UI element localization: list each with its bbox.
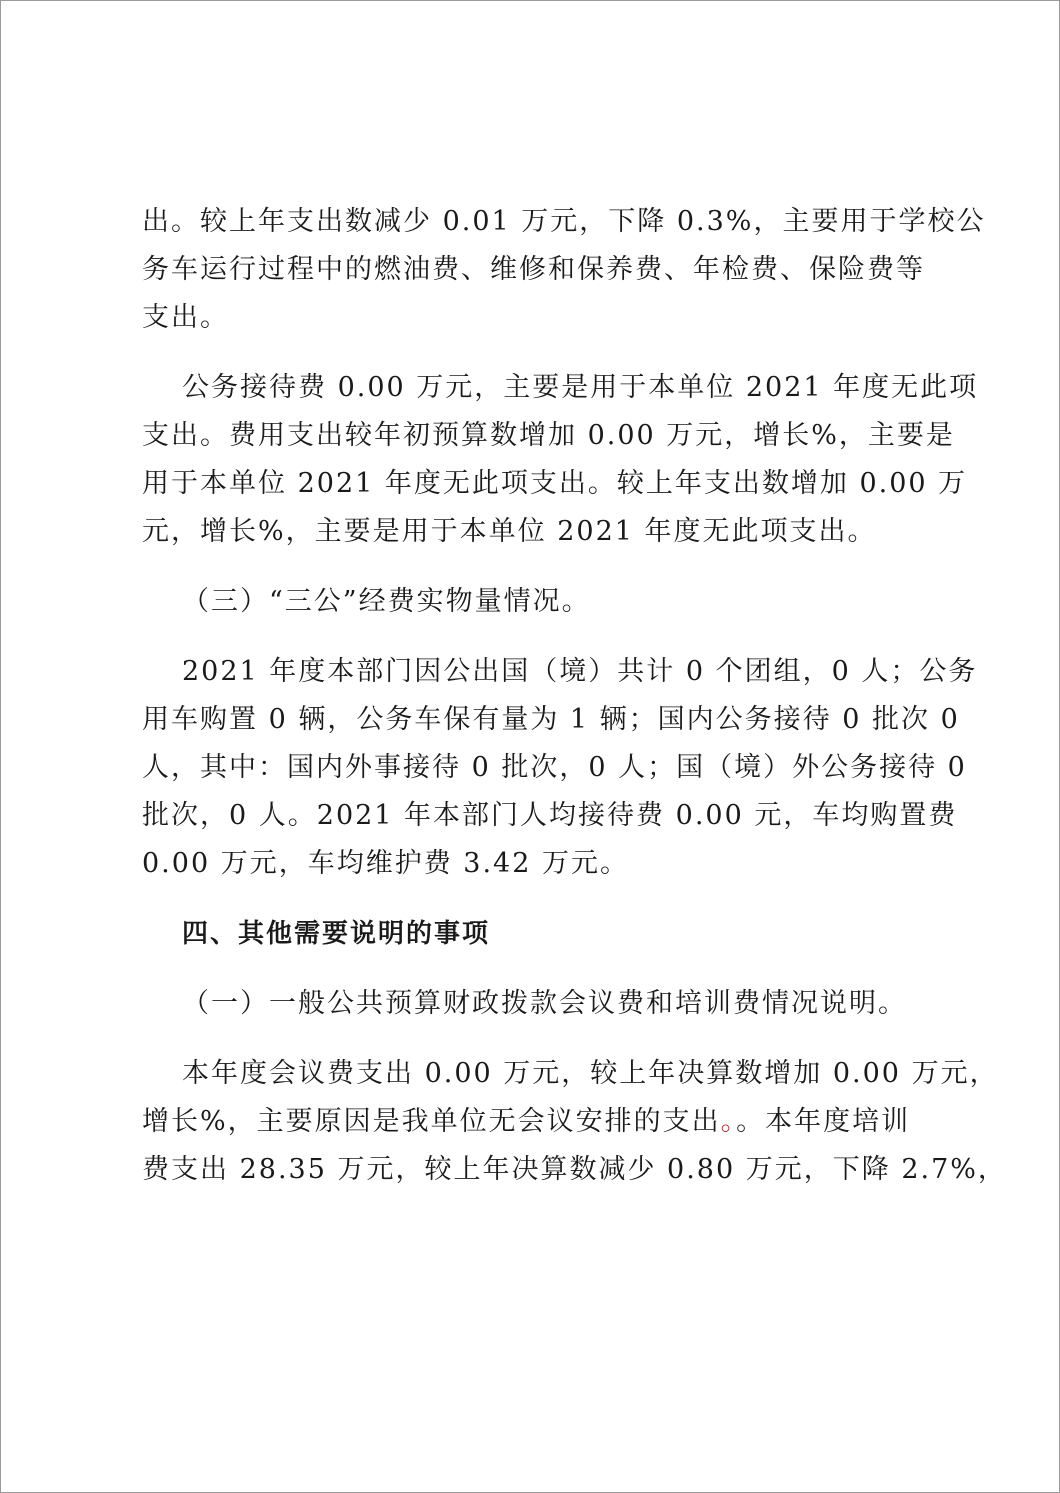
text-line: 2021 年度本部门因公出国（境）共计 0 个团组，0 人；公务 xyxy=(182,656,978,687)
paragraph-meeting-training xyxy=(142,1050,1007,1194)
text-line: 费支出 28.35 万元，较上年决算数减少 0.80 万元，下降 2.7%， xyxy=(142,1154,1007,1185)
text-line: 用于本单位 2021 年度无此项支出。较上年支出数增加 0.00 万 xyxy=(142,468,968,499)
paragraph-physical-quantity xyxy=(142,648,978,888)
document-body xyxy=(142,198,1007,1194)
text-line xyxy=(142,1098,922,1146)
text-line: 批次，0 人。2021 年本部门人均接待费 0.00 元，车均购置费 xyxy=(142,800,958,831)
text-line: 务车运行过程中的燃油费、维修和保养费、年检费、保险费等 xyxy=(142,254,925,285)
text-line: 公务接待费 0.00 万元，主要是用于本单位 2021 年度无此项 xyxy=(182,372,979,403)
paragraph-reception-expense xyxy=(142,364,979,556)
paragraph-vehicle-expense xyxy=(142,198,986,342)
text-line: 出。较上年支出数减少 0.01 万元，下降 0.3%，主要用于学校公 xyxy=(142,206,986,237)
text-line: 人，其中：国内外事接待 0 批次，0 人；国（境）外公务接待 0 xyxy=(142,752,967,783)
text-line: 元，增长%，主要是用于本单位 2021 年度无此项支出。 xyxy=(142,516,877,547)
text-line: 0.00 万元，车均维护费 3.42 万元。 xyxy=(142,848,629,879)
text-line: 支出。 xyxy=(142,302,229,333)
text-line: 本年度会议费支出 0.00 万元，较上年决算数增加 0.00 万元， xyxy=(182,1058,999,1089)
text-line: 用车购置 0 辆，公务车保有量为 1 辆；国内公务接待 0 批次 0 xyxy=(142,704,960,735)
section-heading-4: 四、其他需要说明的事项 xyxy=(182,919,491,949)
text-span: 。本年度培训 xyxy=(736,1106,911,1137)
text-span: 增长%，主要原因是我单位无会议安排的支出 xyxy=(142,1106,721,1137)
subsection-heading-4-1: （一）一般公共预算财政拨款会议费和培训费情况说明。 xyxy=(182,988,907,1019)
section-heading-3: （三）“三公”经费实物量情况。 xyxy=(182,586,591,617)
text-line: 支出。费用支出较年初预算数增加 0.00 万元，增长%，主要是 xyxy=(142,420,955,451)
revision-mark: 。 xyxy=(720,1106,737,1137)
